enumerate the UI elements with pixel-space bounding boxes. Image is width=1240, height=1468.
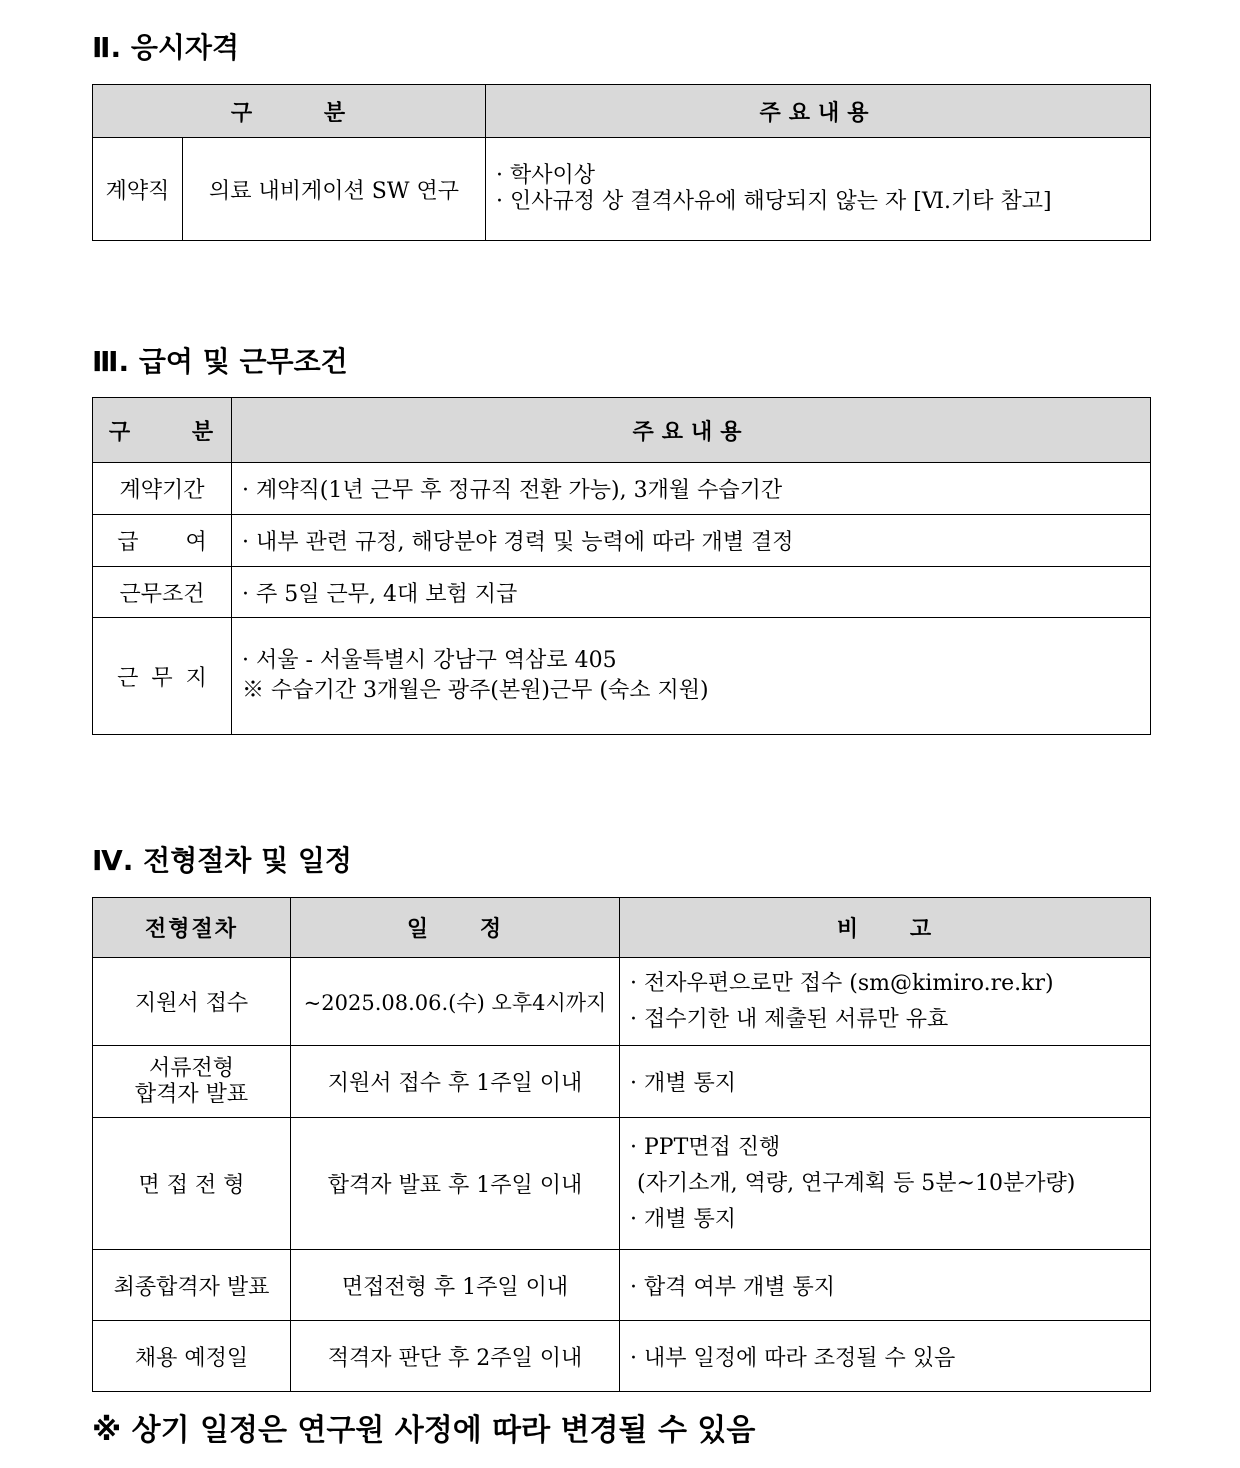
qualification-details — [486, 138, 1151, 241]
step-notes: · 개별 통지 — [620, 1046, 1151, 1118]
condition-line: · 서울 - 서울특별시 강남구 역삼로 405 — [242, 648, 617, 673]
step-notes — [620, 958, 1151, 1046]
header-schedule: 일 정 — [291, 898, 620, 958]
condition-line: ※ 수습기간 3개월은 광주(본원)근무 (숙소 지원) — [242, 678, 709, 703]
header-details: 주요내용 — [232, 398, 1151, 463]
condition-value: · 주 5일 근무, 4대 보험 지급 — [232, 567, 1151, 618]
step-notes: · 합격 여부 개별 통지 — [620, 1250, 1151, 1321]
header-step: 전형절차 — [93, 898, 291, 958]
condition-label: 계약기간 — [93, 463, 232, 515]
step-name — [93, 1046, 291, 1118]
footer-note: ※ 상기 일정은 연구원 사정에 따라 변경될 수 있음 — [92, 1413, 756, 1448]
qualification-line: · 학사이상 — [496, 163, 596, 188]
condition-label: 급 여 — [93, 515, 232, 567]
step-name-line: 서류전형 — [148, 1055, 234, 1081]
step-notes — [620, 1118, 1151, 1250]
qualification-table — [92, 84, 1151, 241]
section-2-heading: Ⅱ. 응시자격 — [92, 31, 240, 64]
note-line: (자기소개, 역량, 연구계획 등 5분~10분가량) — [630, 1170, 1076, 1196]
step-name: 최종합격자 발표 — [93, 1250, 291, 1321]
note-line: · 개별 통지 — [630, 1206, 736, 1232]
header-category: 구 분 — [93, 85, 486, 138]
condition-value: · 내부 관련 규정, 해당분야 경력 및 능력에 따라 개별 결정 — [232, 515, 1151, 567]
schedule-table — [92, 897, 1151, 1392]
note-line: · PPT면접 진행 — [630, 1134, 781, 1160]
qualification-field: 의료 내비게이션 SW 연구 — [183, 138, 486, 241]
step-schedule: 면접전형 후 1주일 이내 — [291, 1250, 620, 1321]
step-name: 지원서 접수 — [93, 958, 291, 1046]
condition-label: 근 무 지 — [93, 618, 232, 735]
note-line: · 전자우편으로만 접수 (sm@kimiro.re.kr) — [630, 970, 1054, 996]
section-3-heading: Ⅲ. 급여 및 근무조건 — [92, 345, 348, 378]
step-name: 면 접 전 형 — [93, 1118, 291, 1250]
header-notes: 비 고 — [620, 898, 1151, 958]
condition-value: · 계약직(1년 근무 후 정규직 전환 가능), 3개월 수습기간 — [232, 463, 1151, 515]
header-details: 주요내용 — [486, 85, 1151, 138]
step-schedule: ~2025.08.06.(수) 오후4시까지 — [291, 958, 620, 1046]
conditions-table — [92, 397, 1151, 735]
note-line: · 접수기한 내 제출된 서류만 유효 — [630, 1006, 949, 1032]
condition-value — [232, 618, 1151, 735]
qualification-category: 계약직 — [93, 138, 183, 241]
qualification-line: · 인사규정 상 결격사유에 해당되지 않는 자 [Ⅵ.기타 참고] — [496, 189, 1052, 214]
step-name-line: 합격자 발표 — [134, 1081, 249, 1107]
header-category: 구 분 — [93, 398, 232, 463]
step-name: 채용 예정일 — [93, 1321, 291, 1392]
section-4-heading: Ⅳ. 전형절차 및 일정 — [92, 844, 352, 877]
step-schedule: 적격자 판단 후 2주일 이내 — [291, 1321, 620, 1392]
condition-label: 근무조건 — [93, 567, 232, 618]
step-notes: · 내부 일정에 따라 조정될 수 있음 — [620, 1321, 1151, 1392]
step-schedule: 지원서 접수 후 1주일 이내 — [291, 1046, 620, 1118]
step-schedule: 합격자 발표 후 1주일 이내 — [291, 1118, 620, 1250]
